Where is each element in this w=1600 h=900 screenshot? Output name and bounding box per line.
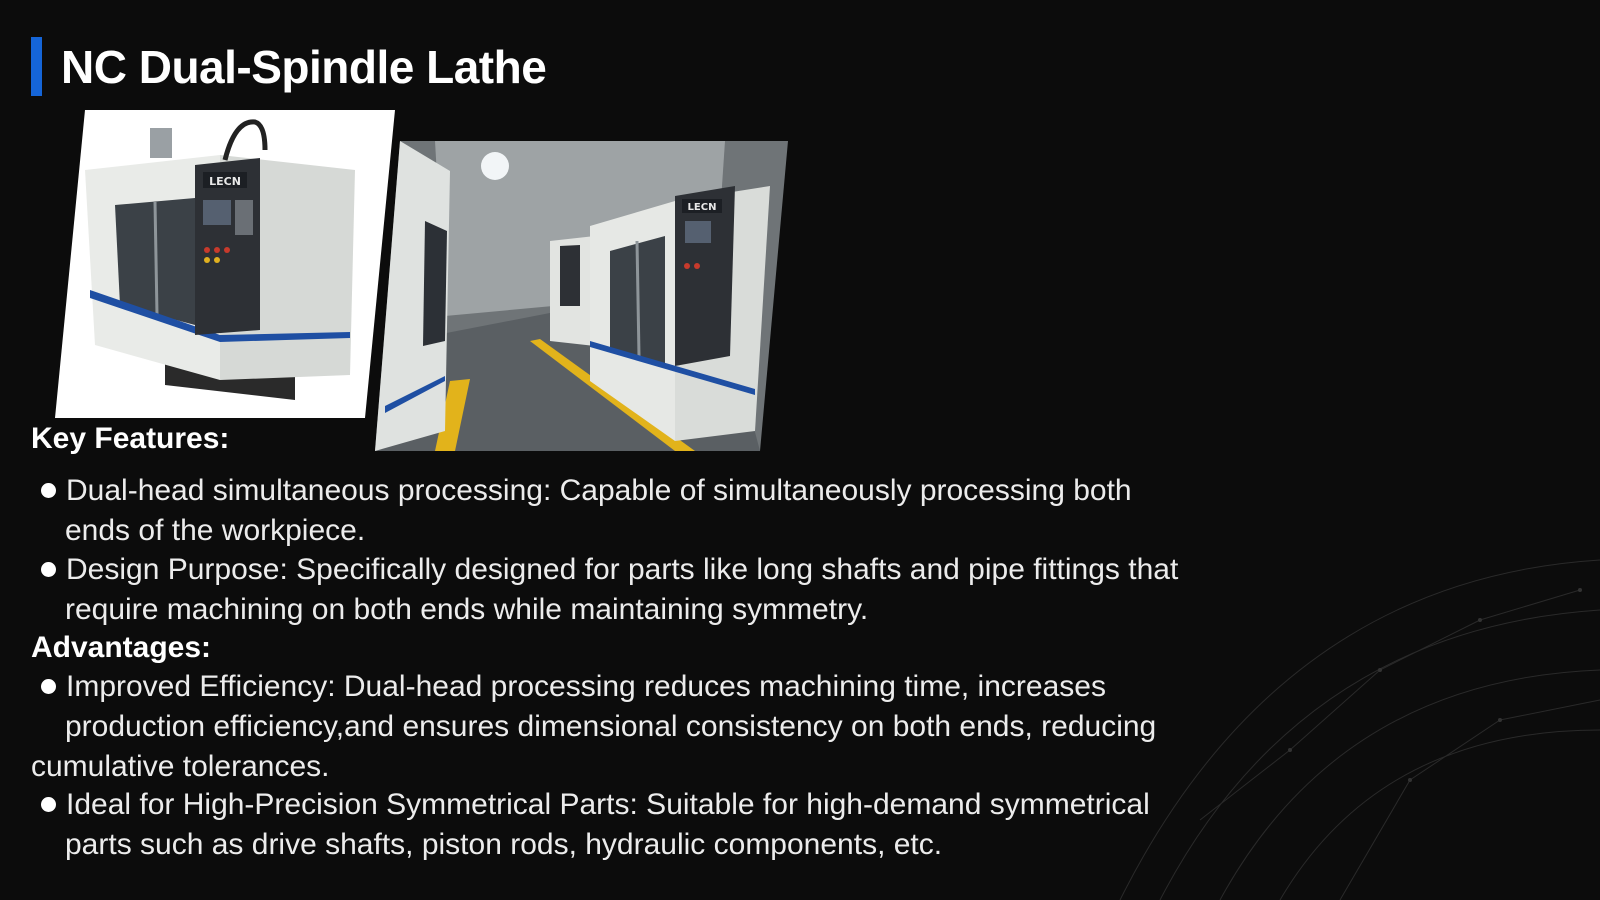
key-features-heading: Key Features: [31, 422, 230, 455]
advantage-item: Improved Efficiency: Dual-head processing reduces machining time, increases production efficiency,and ensures dimensional consistency on both ends, reducing cumulative tolerances. [31, 670, 1157, 783]
lathe-machine-photo [55, 110, 395, 418]
brand-logo: LECN [687, 202, 717, 213]
title-accent-bar [31, 37, 42, 96]
factory-floor-photo [375, 141, 788, 451]
page-title: NC Dual-Spindle Lathe [61, 41, 547, 93]
bullet-dot-icon [41, 562, 56, 577]
bullet-dot-icon [41, 679, 56, 694]
advantages-heading: Advantages: [31, 631, 212, 664]
bullet-dot-icon [41, 483, 56, 498]
feature-item: Dual-head simultaneous processing: Capable of simultaneously processing both ends of the workpiece. [31, 471, 1291, 551]
feature-item: Design Purpose: Specifically designed for parts like long shafts and pipe fittings that require machining on both ends while maintaining symmetry. [31, 550, 1291, 630]
brand-logo: LECN [209, 175, 241, 188]
bullet-dot-icon [41, 797, 56, 812]
advantage-item: Ideal for High-Precision Symmetrical Parts: Suitable for high-demand symmetrical parts such as drive shafts, piston rods, hydraulic components, etc. [31, 785, 1291, 865]
